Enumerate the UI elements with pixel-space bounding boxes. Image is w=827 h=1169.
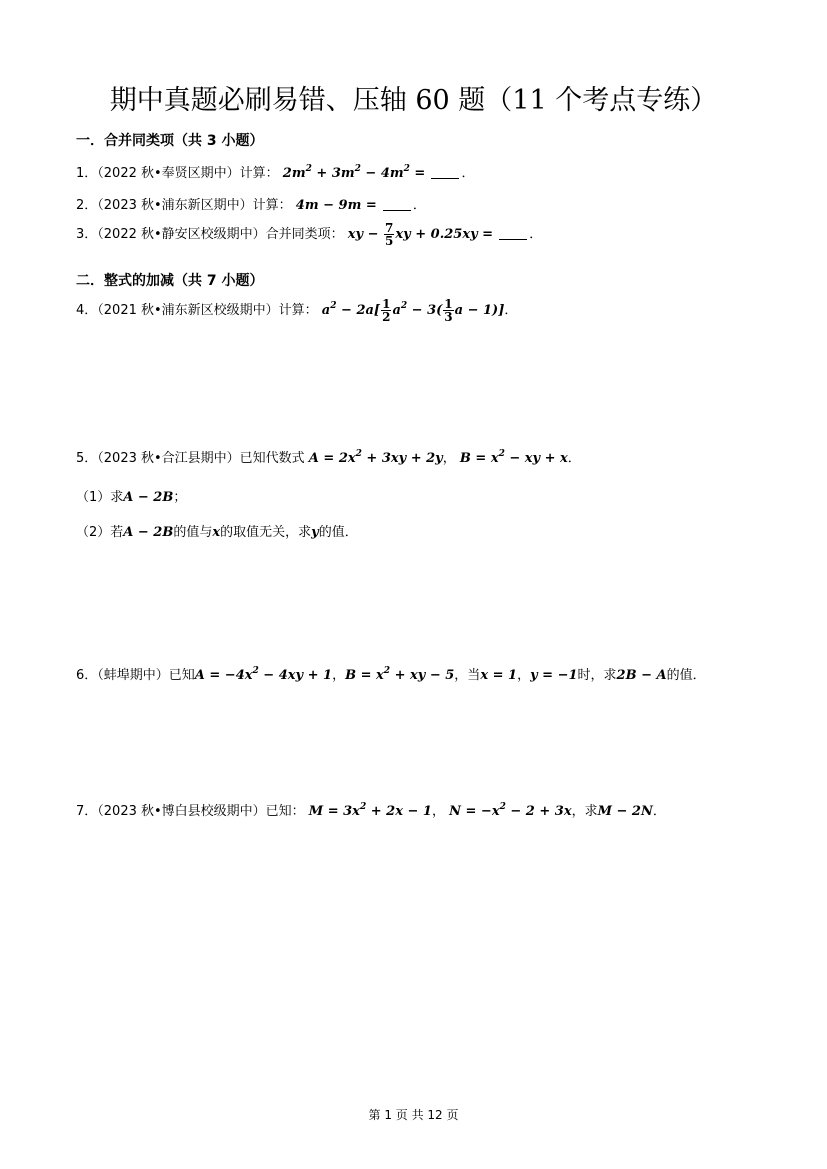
question-7 <box>76 800 666 819</box>
question-2-suffix: ． <box>412 198 426 213</box>
question-7-prefix: 7．（2023 秋•博白县校级期中）已知： <box>76 804 305 819</box>
expression-B: $B = x^2$ + xy − 5 <box>345 666 455 683</box>
question-5-part-1 <box>76 486 186 505</box>
question-3 <box>76 222 542 247</box>
separator: ， <box>431 804 445 819</box>
question-2 <box>76 194 426 213</box>
separator: ， <box>517 668 531 683</box>
condition-y: y = −1 <box>530 668 578 683</box>
part-2-text: 的值与 <box>173 525 213 540</box>
question-4-expression: $a^2 - 2a$[ $\frac{1}{2}$ $a^2 - 3$( $\frac{1}{3}$ a − 1)] <box>321 297 505 324</box>
expression-N: $N = -x^2 - 2 + 3x$ <box>449 802 572 819</box>
question-1-expression: $2m^2 + 3m^2 - 4m^2$ = <box>282 164 426 181</box>
part-2-expression: A − 2B <box>123 525 174 540</box>
question-2-prefix: 2．（2023 秋•浦东新区期中）计算： <box>76 198 292 213</box>
question-5-suffix: ． <box>567 451 581 466</box>
question-2-expression: 4m − 9m = <box>295 198 377 213</box>
fraction: $\frac{1}{3}$ <box>444 297 453 324</box>
question-4-suffix: ． <box>504 303 518 318</box>
part-2-prefix: （2）若 <box>76 525 124 540</box>
page-footer: 第 1 页 共 12 页 <box>368 1108 459 1122</box>
question-6-text: 时，求 <box>577 668 617 683</box>
part-2-suffix: 的值． <box>318 525 358 540</box>
question-3-expression: xy − $\frac{7}{5}$ xy + 0.25xy = <box>347 221 494 248</box>
question-7-text: ，求 <box>571 804 598 819</box>
answer-blank <box>499 227 527 240</box>
page-title: 期中真题必刷易错、压轴 60 题（11 个考点专练） <box>109 85 718 116</box>
expression-M: $M = 3x^2 + 2x - 1$ <box>308 802 432 819</box>
part-1-prefix: （1）求 <box>76 490 124 505</box>
section-heading-combine-like-terms: 一．合并同类项（共 3 小题） <box>76 133 264 149</box>
expression-A: $A = 2x^2 + 3xy + 2y$ <box>308 449 443 466</box>
separator: ，当 <box>454 668 481 683</box>
target-expression: 2B − A <box>616 668 667 683</box>
section-heading-polynomial-add-subtract: 二．整式的加减（共 7 小题） <box>76 273 264 289</box>
part-2-text: 的取值无关，求 <box>220 525 312 540</box>
part-1-expression: A − 2B <box>123 490 174 505</box>
question-5 <box>76 447 581 466</box>
fraction: $\frac{1}{2}$ <box>382 297 391 324</box>
question-4-prefix: 4．（2021 秋•浦东新区校级期中）计算： <box>76 303 318 318</box>
question-6-prefix: 6．（蚌埠期中）已知 <box>76 668 195 683</box>
variable-y: y <box>311 525 319 540</box>
answer-blank <box>431 166 459 179</box>
question-6-suffix: 的值． <box>666 668 706 683</box>
separator: ， <box>332 668 346 683</box>
question-1-prefix: 1．（2022 秋•奉贤区期中）计算： <box>76 166 279 181</box>
condition-x: x = 1 <box>480 668 518 683</box>
part-1-suffix: ； <box>173 490 187 505</box>
question-4 <box>76 298 517 323</box>
expression-B: $B = x^2$ − xy + x <box>459 449 568 466</box>
question-6 <box>76 664 706 683</box>
question-5-part-2 <box>76 521 358 540</box>
question-3-suffix: ． <box>529 227 543 242</box>
separator: ， <box>442 451 456 466</box>
target-expression: M − 2N <box>597 804 653 819</box>
question-5-prefix: 5．（2023 秋•合江县期中）已知代数式 <box>76 451 305 466</box>
question-7-suffix: ． <box>652 804 666 819</box>
fraction: $\frac{7}{5}$ <box>385 221 394 248</box>
question-1 <box>76 162 474 181</box>
answer-blank <box>383 198 411 211</box>
expression-A: $A = -4x^2 - 4xy + 1$ <box>194 666 333 683</box>
question-1-suffix: ． <box>461 166 475 181</box>
variable-x: x <box>212 525 221 540</box>
question-3-prefix: 3．（2022 秋•静安区校级期中）合并同类项： <box>76 227 344 242</box>
